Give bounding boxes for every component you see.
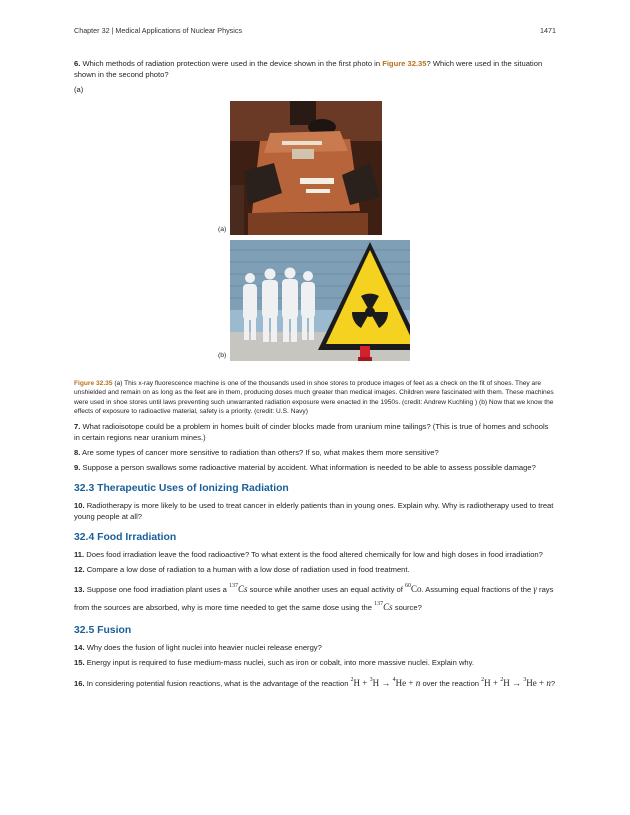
plus-sign: + bbox=[492, 677, 498, 688]
question-text: source while another uses an equal activity of bbox=[249, 584, 403, 594]
question-text: Suppose a person swallows some radioactive material by accident. What information is needed to be able to assess possible damage? bbox=[82, 462, 536, 472]
element-symbol: He bbox=[526, 677, 537, 688]
section-heading-32-3: 32.3 Therapeutic Uses of Ionizing Radiation bbox=[74, 482, 289, 494]
question-number: 9. bbox=[74, 462, 81, 472]
mass-number: 2 bbox=[481, 676, 485, 683]
question-text: Radiotherapy is more likely to be used to treat cancer in elderly patients than in young ones. Explain why. Why is radiotherapy used to treat young people at all? bbox=[74, 500, 554, 521]
content bbox=[74, 58, 556, 696]
figure-32-35 bbox=[74, 101, 556, 373]
figure-caption bbox=[74, 379, 556, 417]
question-6 bbox=[74, 58, 556, 80]
question-12 bbox=[74, 564, 556, 575]
mass-number: 60 bbox=[404, 582, 411, 589]
mass-number: 4 bbox=[392, 676, 396, 683]
figure-link[interactable]: Figure 32.35 bbox=[382, 59, 427, 68]
question-number: 7. bbox=[74, 421, 81, 431]
question-9 bbox=[74, 462, 556, 473]
neutron-symbol: n bbox=[546, 677, 551, 688]
element-symbol: Cs bbox=[237, 583, 248, 594]
section-heading-32-4: 32.4 Food Irradiation bbox=[74, 531, 177, 543]
question-11 bbox=[74, 549, 556, 560]
element-symbol: H bbox=[372, 677, 380, 688]
element-symbol: H bbox=[484, 677, 491, 688]
element-symbol: He bbox=[395, 677, 407, 688]
plus-sign: + bbox=[538, 677, 545, 688]
question-text: Which methods of radiation protection were used in the device shown in the first photo in bbox=[82, 59, 381, 68]
cs137-symbol-2 bbox=[374, 602, 393, 612]
arrow-icon: → bbox=[511, 677, 521, 688]
radiation-safety-photo bbox=[230, 240, 410, 361]
chapter-title: Chapter 32 | Medical Applications of Nuclear Physics bbox=[74, 26, 243, 35]
question-number: 14. bbox=[74, 642, 85, 652]
question-8 bbox=[74, 447, 556, 458]
mass-number: 137 bbox=[374, 600, 384, 607]
question-text: source? bbox=[394, 602, 422, 612]
gamma-letter: γ bbox=[533, 583, 537, 594]
question-10 bbox=[74, 500, 556, 522]
caption-text: (a) This x-ray fluorescence machine is one of the thousands used in shoe stores to produce images of feet as a check on the fit of shoes. They are unshielded and remain on as long as the feet are in them, producing doses much greater than medical images. Children were fascinated with them. These machines were used in shoe stores until laws preventing such unwarranted radiation exposure were enacted in the 1950s. (credit: Andrew Kuchling ) (b) Now that we know the effects of exposure to radioactive material, safety is a priority. (credit: U.S. Navy) bbox=[74, 380, 554, 416]
question-text: rays from the sources are absorbed, why is more time needed to get the same dose using the bbox=[74, 584, 554, 612]
subfigure-label-a: (a) bbox=[218, 226, 227, 233]
shoe-fluoroscope-photo bbox=[230, 101, 382, 235]
mass-number: 137 bbox=[228, 582, 238, 589]
mass-number: 2 bbox=[500, 676, 504, 683]
question-text: Energy input is required to fuse medium-mass nuclei, such as iron or cobalt, into more massive nuclei. Explain why. bbox=[86, 657, 475, 667]
plus-sign: + bbox=[408, 677, 414, 688]
mass-number: 2 bbox=[350, 676, 354, 683]
question-text: Suppose one food irradiation plant uses a bbox=[86, 584, 227, 594]
caption-label: Figure 32.35 bbox=[74, 380, 113, 387]
question-number: 16. bbox=[74, 678, 85, 688]
question-13 bbox=[74, 579, 556, 615]
question-6-label: (a) bbox=[74, 85, 84, 94]
question-number: 8. bbox=[74, 447, 81, 457]
mass-number: 3 bbox=[369, 676, 373, 683]
question-14 bbox=[74, 642, 556, 653]
question-15 bbox=[74, 657, 556, 668]
gamma-symbol bbox=[533, 584, 537, 594]
subfigure-label-b: (b) bbox=[218, 352, 227, 359]
question-number: 6. bbox=[74, 59, 81, 68]
reaction-2 bbox=[481, 678, 551, 688]
element-symbol: H bbox=[353, 677, 361, 688]
question-7 bbox=[74, 421, 556, 443]
question-number: 11. bbox=[74, 549, 85, 559]
question-number: 15. bbox=[74, 657, 85, 667]
question-mark: ? bbox=[550, 678, 556, 688]
question-text: Does food irradiation leave the food radioactive? To what extent is the food altered chemically for low and high doses in food irradiation? bbox=[86, 549, 543, 559]
hazmat-illustration bbox=[230, 240, 410, 361]
cs137-symbol bbox=[229, 584, 248, 594]
shoe-fluoroscope-illustration bbox=[230, 101, 382, 235]
reaction-1 bbox=[351, 678, 423, 688]
question-number: 12. bbox=[74, 564, 85, 574]
question-number: 10. bbox=[74, 500, 85, 510]
question-number: 13. bbox=[74, 584, 85, 594]
mass-number: 3 bbox=[523, 676, 527, 683]
element-symbol: Cs bbox=[383, 601, 393, 612]
co60-symbol bbox=[405, 584, 422, 594]
neutron-symbol: n bbox=[415, 677, 421, 688]
page-number: 1471 bbox=[540, 26, 556, 35]
arrow-icon: → bbox=[381, 677, 391, 688]
plus-sign: + bbox=[362, 677, 368, 688]
question-text: What radioisotope could be a problem in homes built of cinder blocks made from uranium mine tailings? (This is true of homes and schools in certain regions near uranium mines.) bbox=[74, 421, 549, 442]
question-text: ? Which were used in the situation shown in the second photo? bbox=[74, 59, 543, 79]
question-text: Why does the fusion of light nuclei into heavier nuclei release energy? bbox=[86, 642, 322, 652]
question-text: over the reaction bbox=[422, 678, 480, 688]
question-16 bbox=[74, 672, 556, 692]
element-symbol: H bbox=[503, 677, 510, 688]
question-text: Are some types of cancer more sensitive to radiation than others? If so, what makes them more sensitive? bbox=[82, 447, 439, 457]
question-text: Compare a low dose of radiation to a human with a low dose of radiation used in food treatment. bbox=[86, 564, 410, 574]
question-text: In considering potential fusion reactions, what is the advantage of the reaction bbox=[86, 678, 349, 688]
element-symbol: Co bbox=[410, 583, 422, 594]
section-heading-32-5: 32.5 Fusion bbox=[74, 624, 132, 636]
question-text: . Assuming equal fractions of the bbox=[421, 584, 532, 594]
